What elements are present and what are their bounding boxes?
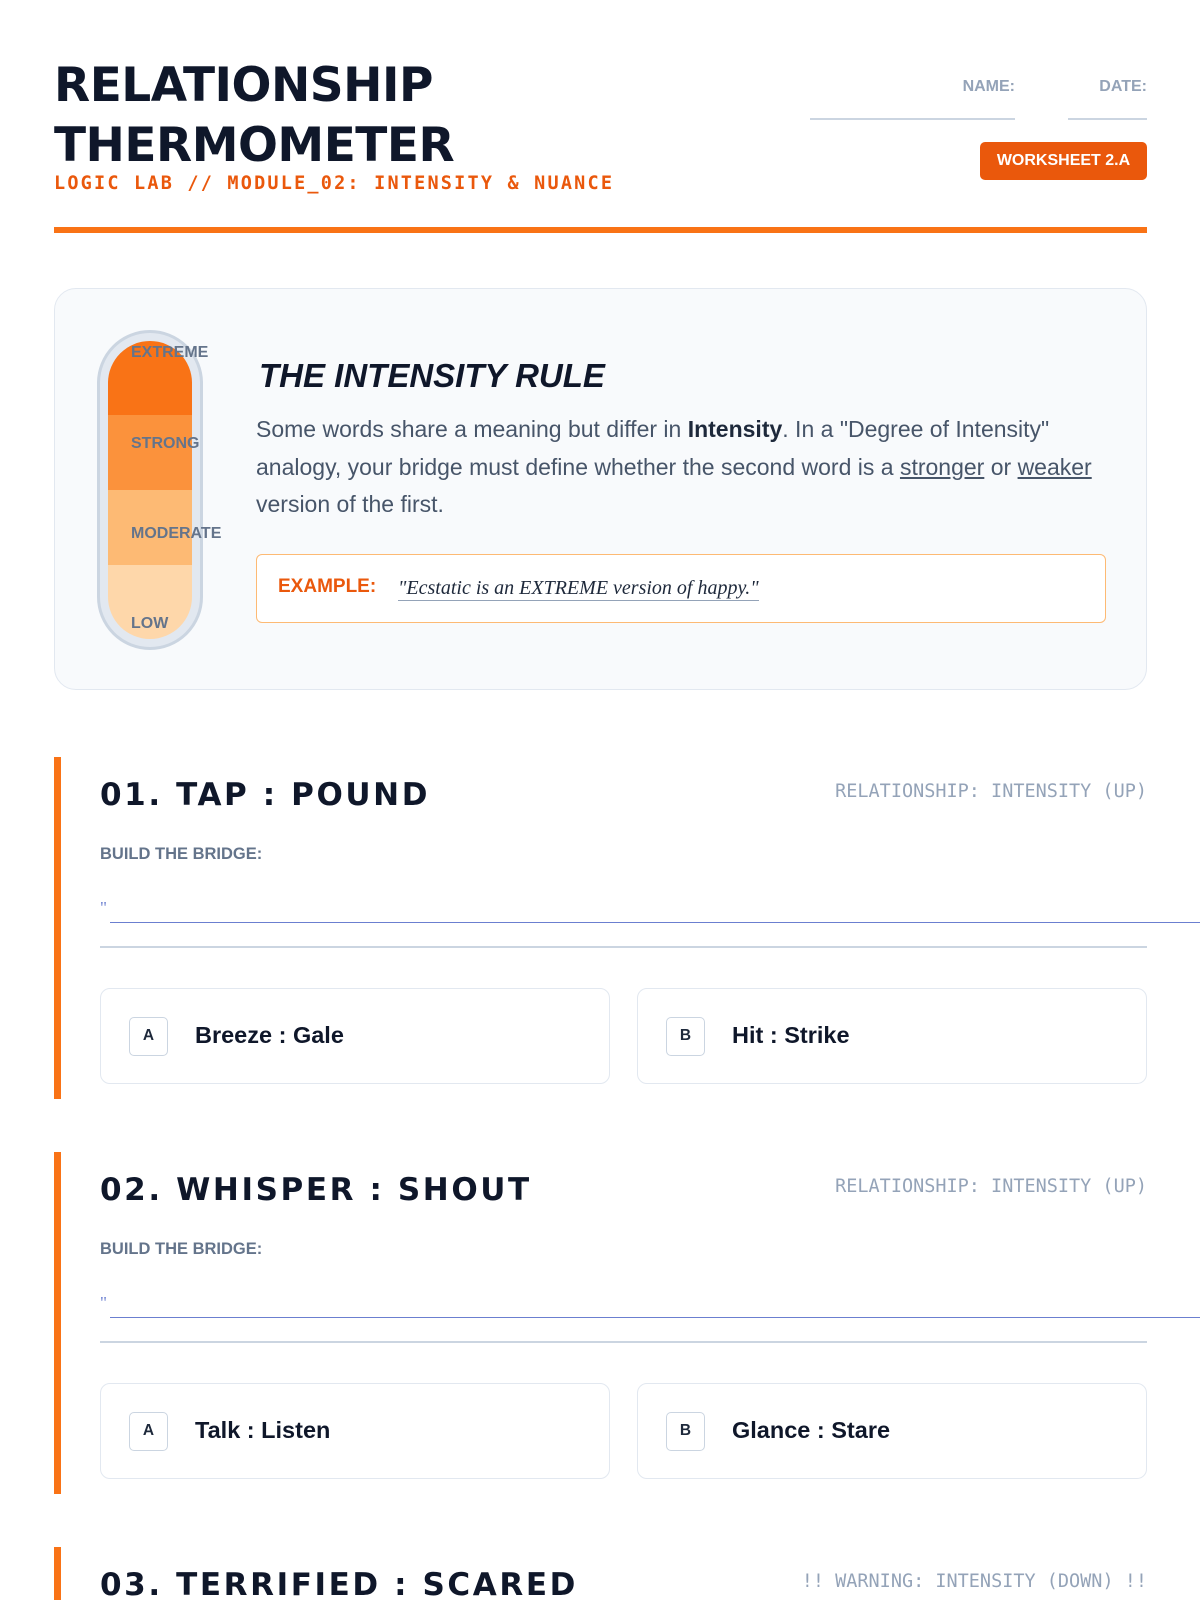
name-field[interactable] xyxy=(810,76,1015,120)
date-field[interactable] xyxy=(1068,76,1147,120)
rule-keyword-weaker: weaker xyxy=(1017,453,1092,480)
example-text: "Ecstatic is an EXTREME version of happy." xyxy=(398,577,759,599)
bridge-label: BUILD THE BRIDGE: xyxy=(100,1240,263,1258)
rule-description xyxy=(256,411,1096,524)
question-2 xyxy=(54,1152,1147,1494)
choice-letter-a: A xyxy=(129,1017,168,1056)
question-title: 03. TERRIFIED : SCARED xyxy=(100,1567,578,1600)
rule-keyword: Intensity xyxy=(687,416,783,442)
rule-text-part: version of the first. xyxy=(256,491,444,517)
title-line-1: RELATIONSHIP xyxy=(54,58,433,113)
level-label-low: LOW xyxy=(131,615,169,632)
divider xyxy=(100,1341,1147,1343)
choice-letter-b: B xyxy=(666,1017,705,1056)
choice-text-a: Breeze : Gale xyxy=(195,1022,344,1048)
question-title: 01. TAP : POUND xyxy=(100,777,431,813)
choice-a[interactable] xyxy=(100,1383,610,1479)
question-accent-bar xyxy=(54,1547,61,1600)
quote-mark: " xyxy=(100,1293,107,1312)
level-label-moderate: MODERATE xyxy=(131,525,222,542)
choice-text-a: Talk : Listen xyxy=(195,1417,331,1443)
page-title xyxy=(54,56,454,176)
relationship-tag: RELATIONSHIP: INTENSITY (UP) xyxy=(835,781,1147,802)
question-title: 02. WHISPER : SHOUT xyxy=(100,1172,532,1208)
title-line-2: THERMOMETER xyxy=(54,118,455,173)
bridge-label: BUILD THE BRIDGE: xyxy=(100,845,263,863)
rule-keyword-stronger: stronger xyxy=(899,453,985,480)
question-accent-bar xyxy=(54,757,61,1099)
thermometer-graphic xyxy=(97,330,203,650)
worksheet-header xyxy=(54,56,1147,234)
question-1 xyxy=(54,757,1147,1099)
date-label: DATE: xyxy=(1099,78,1147,95)
thermometer-fill xyxy=(108,341,192,639)
choice-text-b: Glance : Stare xyxy=(732,1417,891,1443)
choice-b[interactable] xyxy=(637,1383,1147,1479)
rule-text-part: Some words share a meaning but differ in xyxy=(256,416,688,442)
example-label: EXAMPLE: xyxy=(278,576,377,597)
choice-letter-a: A xyxy=(129,1412,168,1451)
relationship-warning-tag: !! WARNING: INTENSITY (DOWN) !! xyxy=(801,1571,1147,1592)
level-label-strong: STRONG xyxy=(131,435,200,452)
example-box xyxy=(256,554,1106,623)
divider xyxy=(100,946,1147,948)
choice-text-b: Hit : Strike xyxy=(732,1022,850,1048)
page-subtitle: LOGIC LAB // MODULE_02: INTENSITY & NUANCE xyxy=(54,173,615,194)
question-3 xyxy=(54,1547,1147,1600)
bridge-input[interactable] xyxy=(110,894,1200,923)
rule-text-part: or xyxy=(984,453,1018,480)
rule-text-part: . In a "Degree of Intensity" analogy, your bridge must define whether the second word is a xyxy=(256,416,1050,480)
choice-letter-b: B xyxy=(666,1412,705,1451)
worksheet-badge: WORKSHEET 2.A xyxy=(980,142,1147,180)
relationship-tag: RELATIONSHIP: INTENSITY (UP) xyxy=(835,1176,1147,1197)
quote-mark: " xyxy=(100,898,107,917)
choice-a[interactable] xyxy=(100,988,610,1084)
intensity-rule-card xyxy=(54,288,1147,690)
name-label: NAME: xyxy=(962,78,1015,95)
choice-b[interactable] xyxy=(637,988,1147,1084)
question-accent-bar xyxy=(54,1152,61,1494)
rule-title: THE INTENSITY RULE xyxy=(259,357,605,394)
header-divider xyxy=(54,227,1147,233)
level-label-extreme: EXTREME xyxy=(131,344,209,361)
bridge-input[interactable] xyxy=(110,1289,1200,1318)
